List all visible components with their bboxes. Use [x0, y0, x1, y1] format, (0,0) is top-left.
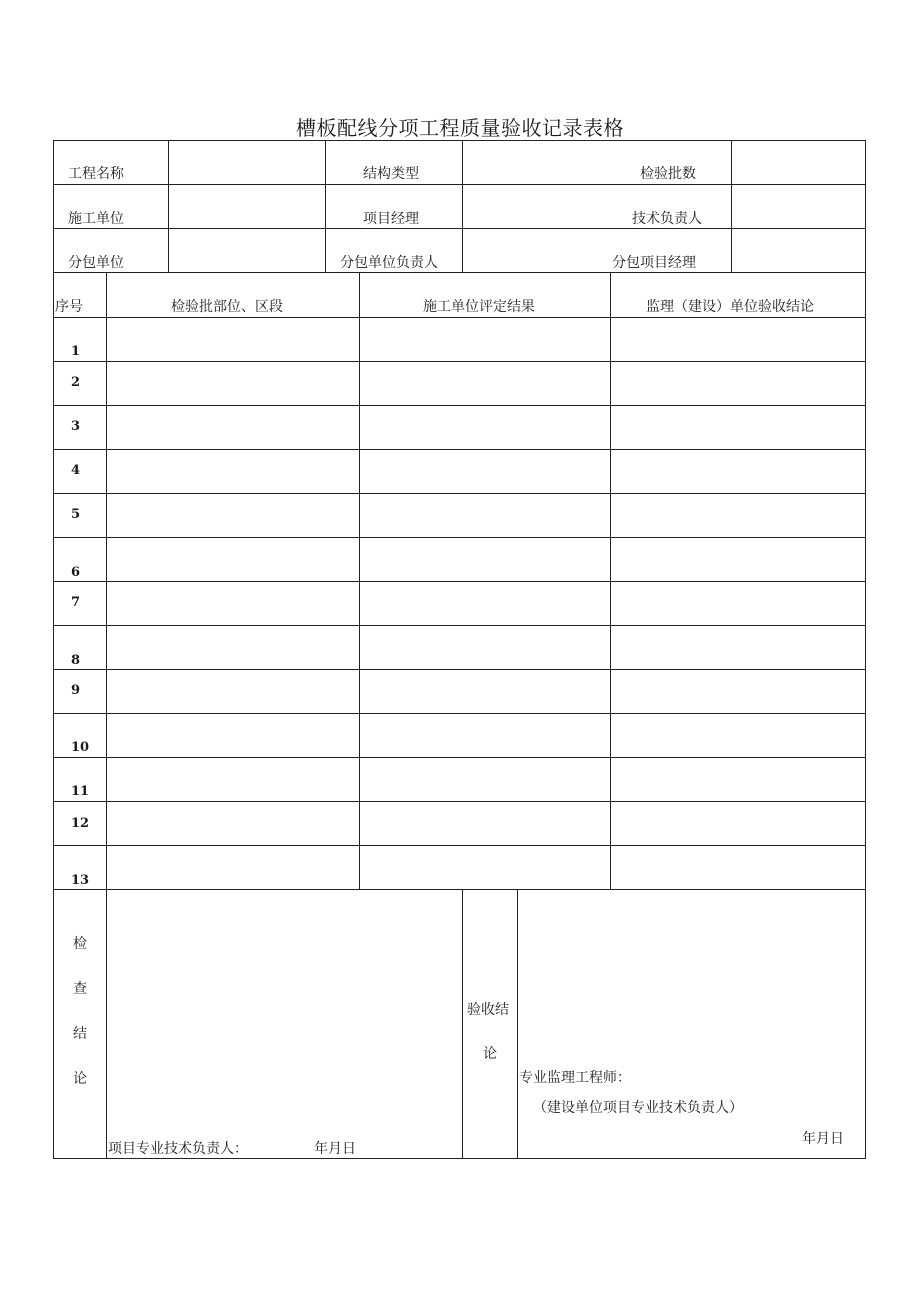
row-number: 11 [71, 784, 90, 799]
row-divider [53, 449, 866, 450]
column-divider [517, 889, 518, 1159]
inspection-conclusion-char: 论 [73, 1071, 87, 1087]
date-left: 年月日 [314, 1141, 356, 1157]
row-divider [53, 801, 866, 802]
label-inspection-batches: 检验批数 [640, 166, 696, 182]
label-technical-lead: 技术负责人 [632, 211, 702, 227]
column-divider [462, 140, 463, 273]
row-divider [53, 713, 866, 714]
date-right: 年月日 [802, 1131, 844, 1147]
row-number: 7 [71, 595, 81, 610]
acceptance-conclusion-label-cont: 论 [483, 1046, 497, 1062]
column-divider [462, 889, 463, 1159]
row-divider [53, 272, 866, 273]
row-divider [53, 317, 866, 318]
acceptance-conclusion-label: 验收结 [467, 1002, 509, 1018]
label-subcontractor-lead: 分包单位负责人 [340, 255, 438, 271]
row-divider [53, 228, 866, 229]
column-header-supervisor-conclusion: 监理（建设）单位验收结论 [646, 299, 814, 315]
row-number: 1 [71, 344, 81, 359]
acceptance-form-table [53, 140, 866, 1159]
column-divider [325, 140, 326, 273]
row-divider [53, 581, 866, 582]
inspection-conclusion-char: 结 [73, 1026, 87, 1042]
label-structure-type: 结构类型 [363, 166, 419, 182]
row-number: 8 [71, 653, 81, 668]
row-divider [53, 184, 866, 185]
column-divider [731, 140, 732, 273]
column-header-seq: 序号 [55, 299, 83, 315]
row-divider [53, 889, 866, 890]
row-number: 6 [71, 565, 81, 580]
label-project-manager: 项目经理 [363, 211, 419, 227]
supervising-engineer-label: 专业监理工程师： [519, 1070, 631, 1086]
row-divider [53, 537, 866, 538]
row-number: 2 [71, 375, 81, 390]
row-number: 5 [71, 507, 81, 522]
row-number: 10 [71, 740, 90, 755]
row-divider [53, 757, 866, 758]
owner-tech-lead-label: （建设单位项目专业技术负责人） [533, 1100, 743, 1116]
row-number: 9 [71, 683, 81, 698]
column-divider [106, 272, 107, 1159]
label-construction-unit: 施工单位 [68, 211, 124, 227]
column-header-contractor-result: 施工单位评定结果 [423, 299, 535, 315]
row-number: 4 [71, 463, 81, 478]
column-divider [168, 140, 169, 273]
row-divider [53, 493, 866, 494]
column-divider [359, 272, 360, 889]
row-divider [53, 845, 866, 846]
inspection-conclusion-char: 检 [73, 936, 87, 952]
column-divider [610, 272, 611, 889]
project-tech-lead-signature-label: 项目专业技术负责人： [108, 1141, 248, 1157]
column-header-location: 检验批部位、区段 [171, 299, 283, 315]
page-title: 槽板配线分项工程质量验收记录表格 [296, 116, 624, 140]
label-subcontractor: 分包单位 [68, 255, 124, 271]
row-divider [53, 361, 866, 362]
row-divider [53, 669, 866, 670]
inspection-conclusion-char: 查 [73, 981, 87, 997]
row-divider [53, 625, 866, 626]
row-number: 13 [71, 873, 90, 888]
row-number: 12 [71, 816, 90, 831]
row-number: 3 [71, 419, 81, 434]
row-divider [53, 405, 866, 406]
label-subcontractor-pm: 分包项目经理 [612, 255, 696, 271]
label-project-name: 工程名称 [68, 166, 124, 182]
